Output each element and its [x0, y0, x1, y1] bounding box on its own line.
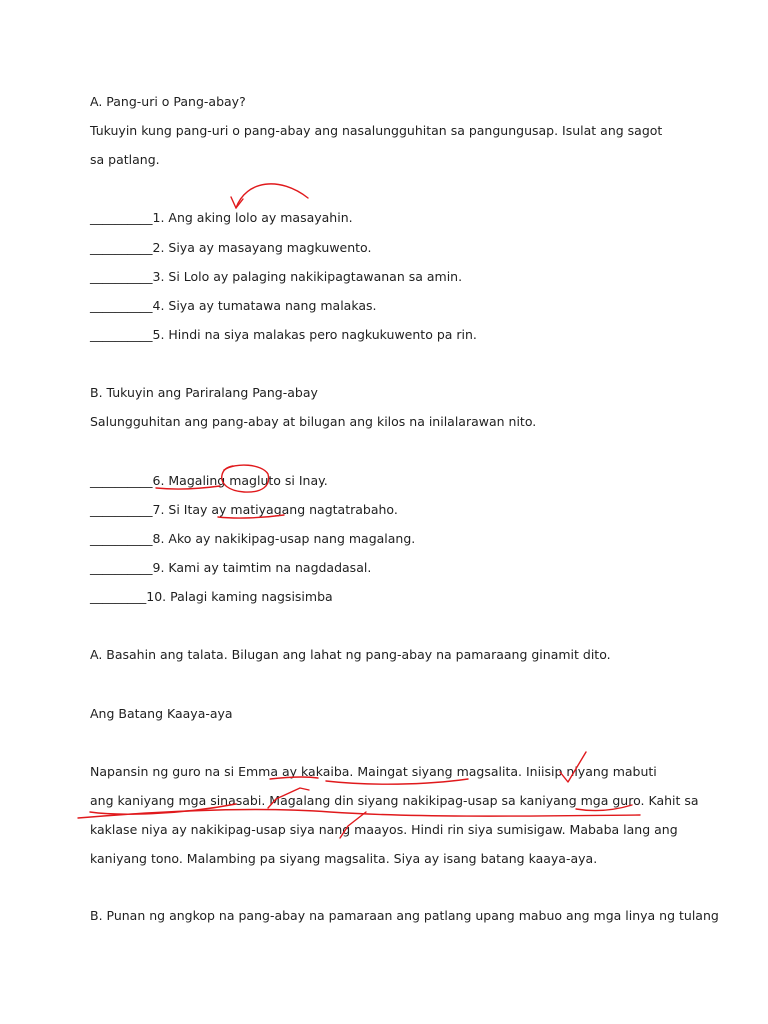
- section-d-heading: B. Punan ng angkop na pang-abay na pamaraan ang patlang upang mabuo ang mga linya ng tulang: [90, 908, 719, 923]
- item-1: __________1. Ang aking lolo ay masayahin.: [90, 210, 353, 225]
- paragraph-line-4: kaniyang tono. Malambing pa siyang magsalita. Siya ay isang batang kaaya-aya.: [90, 851, 598, 866]
- item-5: __________5. Hindi na siya malakas pero nagkukuwento pa rin.: [90, 327, 477, 342]
- section-a-instruction-line-2: sa patlang.: [90, 152, 160, 167]
- paragraph-line-2: ang kaniyang mga sinasabi. Magalang din siyang nakikipag-usap sa kaniyang mga guro. Kahit sa: [90, 793, 699, 808]
- item-6: __________6. Magaling magluto si Inay.: [90, 473, 328, 488]
- section-b-heading: B. Tukuyin ang Pariralang Pang-abay: [90, 385, 318, 400]
- annotation-long-curve: [78, 810, 640, 818]
- annotation-arrow-head: [231, 197, 243, 208]
- item-3: __________3. Si Lolo ay palaging nakikipagtawanan sa amin.: [90, 269, 463, 284]
- section-a-instruction-line-1: Tukuyin kung pang-uri o pang-abay ang nasalungguhitan sa pangungusap. Isulat ang sagot: [90, 123, 663, 138]
- item-4: __________4. Siya ay tumatawa nang malakas.: [90, 298, 377, 313]
- item-8: __________8. Ako ay nakikipag-usap nang magalang.: [90, 531, 416, 546]
- section-a-heading: A. Pang-uri o Pang-abay?: [90, 94, 246, 109]
- item-10: _________10. Palagi kaming nagsisimba: [90, 589, 333, 604]
- story-title: Ang Batang Kaaya-aya: [90, 706, 233, 721]
- section-c-heading: A. Basahin ang talata. Bilugan ang lahat ng pang-abay na pamaraang ginamit dito.: [90, 647, 611, 662]
- item-9: __________9. Kami ay taimtim na nagdadasal.: [90, 560, 372, 575]
- paragraph-line-3: kaklase niya ay nakikipag-usap siya nang maayos. Hindi rin siya sumisigaw. Mababa lang ang: [90, 822, 678, 837]
- section-b-instruction: Salungguhitan ang pang-abay at bilugan ang kilos na inilalarawan nito.: [90, 414, 537, 429]
- item-2: __________2. Siya ay masayang magkuwento.: [90, 240, 372, 255]
- paragraph-line-1: Napansin ng guro na si Emma ay kakaiba. Maingat siyang magsalita. Iniisip niyang mabuti: [90, 764, 657, 779]
- item-7: __________7. Si Itay ay matiyagang nagtatrabaho.: [90, 502, 398, 517]
- annotation-curved-arrow: [236, 184, 308, 208]
